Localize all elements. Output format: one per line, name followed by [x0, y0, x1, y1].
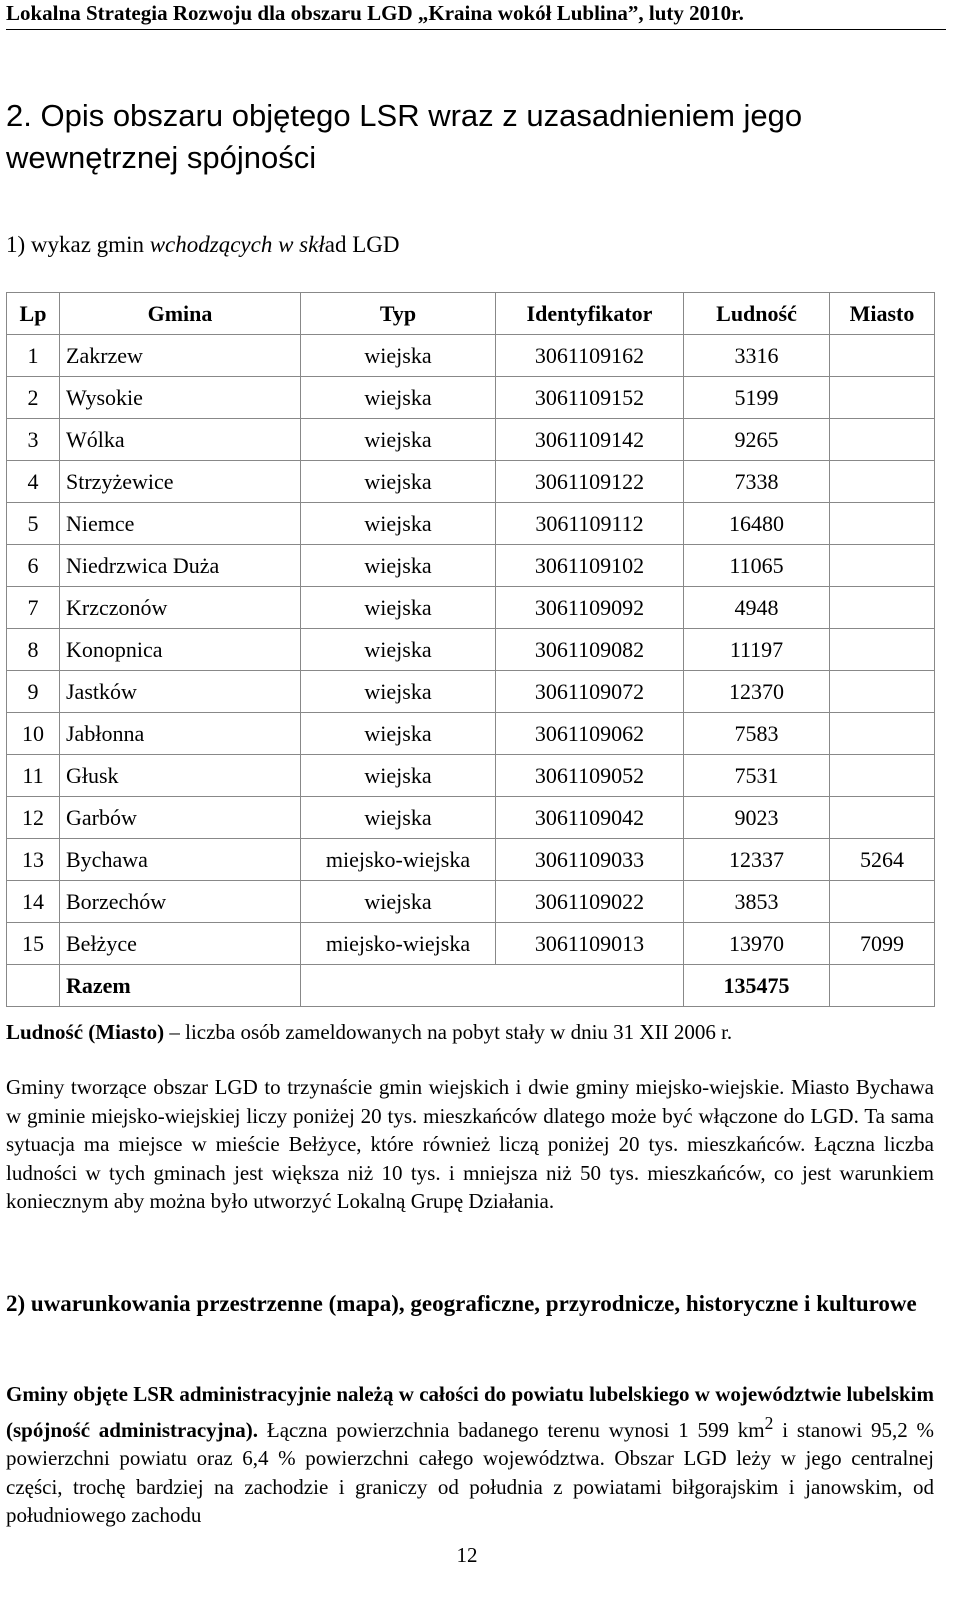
cell-miasto	[830, 545, 935, 587]
cell-miasto	[830, 587, 935, 629]
cell-gmina: Borzechów	[60, 881, 301, 923]
cell-miasto	[830, 797, 935, 839]
cell-typ: wiejska	[301, 461, 496, 503]
table-row	[7, 587, 935, 629]
header-lp: Lp	[7, 293, 60, 335]
table-row	[7, 755, 935, 797]
cell-gmina: Jabłonna	[60, 713, 301, 755]
cell-gmina: Bełżyce	[60, 923, 301, 965]
section-heading: 2. Opis obszaru objętego LSR wraz z uzasadnieniem jego wewnętrznej spójności	[6, 98, 803, 175]
cell-miasto	[830, 671, 935, 713]
page-number: 12	[456, 1543, 478, 1567]
cell-gmina: Głusk	[60, 755, 301, 797]
cell-lp: 8	[7, 629, 60, 671]
header-typ: Typ	[301, 293, 496, 335]
cell-miasto	[830, 335, 935, 377]
cell-lp: 1	[7, 335, 60, 377]
paragraph-uwarunkowania	[6, 1380, 934, 1530]
cell-lp: 10	[7, 713, 60, 755]
header-divider	[6, 29, 946, 30]
cell-ludnosc: 11065	[684, 545, 830, 587]
cell-ludnosc: 4948	[684, 587, 830, 629]
footnote-ludnosc	[6, 1020, 946, 1045]
cell-lp: 2	[7, 377, 60, 419]
subsection-1-italic: wchodzących w skł	[149, 232, 325, 257]
cell-identyfikator: 3061109122	[496, 461, 684, 503]
table-row	[7, 503, 935, 545]
paragraph-text-b: i stanowi 95,2 % powierzchni powiatu oraz 6,4 % powierzchni całego województwa. Obszar LGD leży w jego centralnej części, trochę bardziej na zachodzie i graniczy od południa z powiatami biłgorajskim i janowskim, od południowego zachodu	[6, 1417, 934, 1527]
table-row	[7, 839, 935, 881]
cell-gmina: Zakrzew	[60, 335, 301, 377]
table-row	[7, 377, 935, 419]
table-row	[7, 335, 935, 377]
cell-identyfikator: 3061109102	[496, 545, 684, 587]
cell-ludnosc: 3316	[684, 335, 830, 377]
cell-miasto	[830, 755, 935, 797]
cell-total-empty	[7, 965, 60, 1007]
footnote-term: Ludność (Miasto)	[6, 1020, 165, 1044]
cell-typ: wiejska	[301, 587, 496, 629]
cell-identyfikator: 3061109033	[496, 839, 684, 881]
cell-typ: wiejska	[301, 713, 496, 755]
cell-lp: 12	[7, 797, 60, 839]
cell-ludnosc: 7583	[684, 713, 830, 755]
cell-gmina: Niedrzwica Duża	[60, 545, 301, 587]
cell-lp: 3	[7, 419, 60, 461]
total-value: 135475	[684, 965, 830, 1007]
cell-lp: 9	[7, 671, 60, 713]
paragraph-gminy: Gminy tworzące obszar LGD to trzynaście gmin wiejskich i dwie gminy miejsko-wiejskie. Miasto Bychawa w gminie miejsko-wiejskiej liczy poniżej 20 tys. mieszkańców dlatego może być włączone do LGD. Ta sama sytuacja ma miejsce w mieście Bełżyce, które również liczą poniżej 20 tys. mieszkańców. Łączna liczba ludności w tych gminach jest większa niż 10 tys. i mniejsza niż 50 tys. mieszkańców, co jest warunkiem koniecznym aby można było utworzyć Lokalną Grupę Działania.	[6, 1075, 934, 1213]
subsection-1-prefix: 1) wykaz gmin	[6, 232, 150, 257]
cell-identyfikator: 3061109013	[496, 923, 684, 965]
page-header	[0, 0, 960, 28]
table-row	[7, 671, 935, 713]
cell-ludnosc: 7338	[684, 461, 830, 503]
table-row	[7, 545, 935, 587]
cell-typ: wiejska	[301, 419, 496, 461]
table-row	[7, 419, 935, 461]
cell-typ: wiejska	[301, 629, 496, 671]
cell-typ: miejsko-wiejska	[301, 923, 496, 965]
cell-ludnosc: 12370	[684, 671, 830, 713]
cell-miasto	[830, 713, 935, 755]
table-row	[7, 461, 935, 503]
cell-gmina: Konopnica	[60, 629, 301, 671]
cell-ludnosc: 9023	[684, 797, 830, 839]
cell-miasto	[830, 419, 935, 461]
cell-typ: wiejska	[301, 335, 496, 377]
table-total-row	[7, 965, 935, 1007]
cell-ludnosc: 13970	[684, 923, 830, 965]
header-gmina: Gmina	[60, 293, 301, 335]
cell-total-empty	[830, 965, 935, 1007]
cell-lp: 7	[7, 587, 60, 629]
cell-identyfikator: 3061109072	[496, 671, 684, 713]
cell-total-empty	[496, 965, 684, 1007]
cell-gmina: Wysokie	[60, 377, 301, 419]
cell-lp: 4	[7, 461, 60, 503]
cell-identyfikator: 3061109082	[496, 629, 684, 671]
cell-gmina: Jastków	[60, 671, 301, 713]
cell-gmina: Niemce	[60, 503, 301, 545]
cell-gmina: Strzyżewice	[60, 461, 301, 503]
cell-gmina: Bychawa	[60, 839, 301, 881]
cell-ludnosc: 16480	[684, 503, 830, 545]
footnote-text: – liczba osób zameldowanych na pobyt stały w dniu 31 XII 2006 r.	[164, 1020, 733, 1044]
cell-lp: 11	[7, 755, 60, 797]
cell-identyfikator: 3061109022	[496, 881, 684, 923]
cell-identyfikator: 3061109162	[496, 335, 684, 377]
cell-ludnosc: 5199	[684, 377, 830, 419]
cell-ludnosc: 3853	[684, 881, 830, 923]
cell-identyfikator: 3061109092	[496, 587, 684, 629]
table-row	[7, 713, 935, 755]
cell-identyfikator: 3061109142	[496, 419, 684, 461]
cell-gmina: Garbów	[60, 797, 301, 839]
table-row	[7, 923, 935, 965]
header-identyfikator: Identyfikator	[496, 293, 684, 335]
cell-identyfikator: 3061109112	[496, 503, 684, 545]
cell-typ: miejsko-wiejska	[301, 839, 496, 881]
cell-typ: wiejska	[301, 755, 496, 797]
cell-gmina: Krzczonów	[60, 587, 301, 629]
cell-identyfikator: 3061109042	[496, 797, 684, 839]
cell-typ: wiejska	[301, 671, 496, 713]
cell-identyfikator: 3061109052	[496, 755, 684, 797]
cell-miasto	[830, 881, 935, 923]
cell-typ: wiejska	[301, 377, 496, 419]
cell-lp: 15	[7, 923, 60, 965]
cell-ludnosc: 7531	[684, 755, 830, 797]
cell-typ: wiejska	[301, 881, 496, 923]
cell-miasto: 7099	[830, 923, 935, 965]
cell-lp: 6	[7, 545, 60, 587]
cell-miasto	[830, 503, 935, 545]
header-ludnosc: Ludność	[684, 293, 830, 335]
cell-typ: wiejska	[301, 797, 496, 839]
table-row	[7, 629, 935, 671]
cell-miasto	[830, 629, 935, 671]
cell-miasto: 5264	[830, 839, 935, 881]
table-row	[7, 797, 935, 839]
cell-total-empty	[301, 965, 496, 1007]
cell-lp: 14	[7, 881, 60, 923]
cell-ludnosc: 9265	[684, 419, 830, 461]
cell-identyfikator: 3061109062	[496, 713, 684, 755]
document-title: Lokalna Strategia Rozwoju dla obszaru LGD „Kraina wokół Lublina”, luty 2010r.	[6, 1, 744, 25]
cell-identyfikator: 3061109152	[496, 377, 684, 419]
table-row	[7, 881, 935, 923]
subsection-2-heading: 2) uwarunkowania przestrzenne (mapa), geograficzne, przyrodnicze, historyczne i kulturowe	[6, 1291, 917, 1316]
paragraph-text-a: Łączna powierzchnia badanego terenu wynosi 1 599 km	[258, 1417, 765, 1442]
subsection-1-heading	[6, 232, 399, 258]
superscript: 2	[764, 1412, 774, 1433]
table-header-row	[7, 293, 935, 335]
subsection-1-suffix: ad LGD	[324, 232, 400, 257]
header-miasto: Miasto	[830, 293, 935, 335]
cell-miasto	[830, 461, 935, 503]
cell-gmina: Wólka	[60, 419, 301, 461]
cell-ludnosc: 12337	[684, 839, 830, 881]
cell-ludnosc: 11197	[684, 629, 830, 671]
cell-typ: wiejska	[301, 503, 496, 545]
cell-lp: 13	[7, 839, 60, 881]
paragraph-bold-lead: Gminy objęte LSR administracyjnie należą w całości do powiatu lubelskiego w województwie lubelskim (spójność administracyjna).	[6, 1382, 934, 1442]
cell-lp: 5	[7, 503, 60, 545]
cell-miasto	[830, 377, 935, 419]
gminy-table	[6, 292, 935, 1007]
cell-typ: wiejska	[301, 545, 496, 587]
total-label: Razem	[60, 965, 301, 1007]
